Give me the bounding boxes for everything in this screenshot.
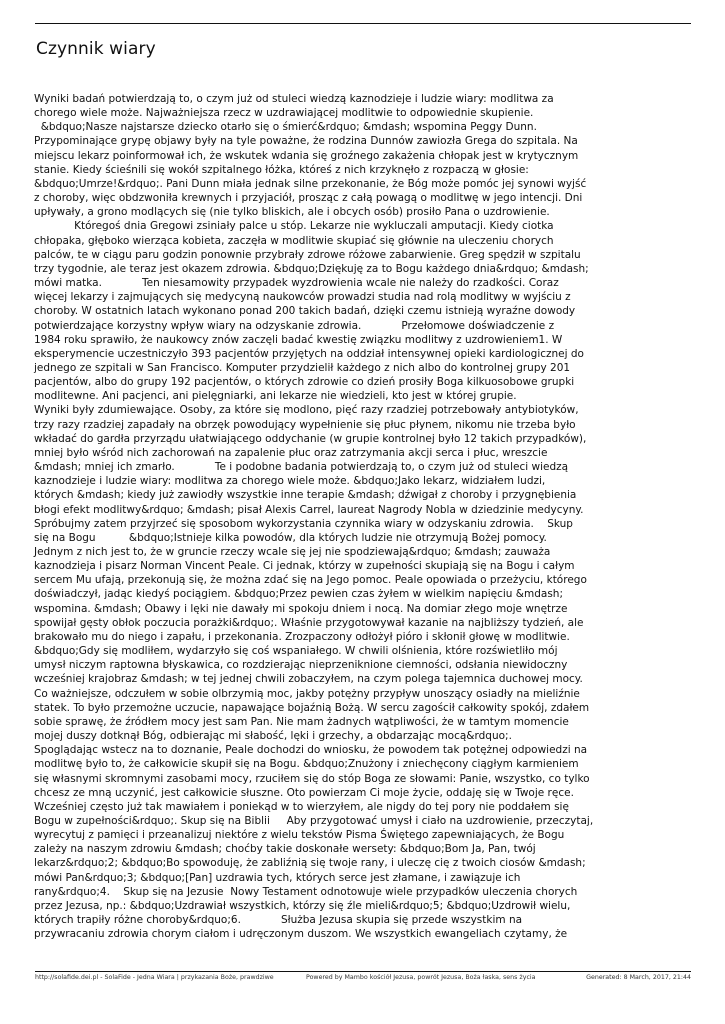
footer-powered-label: Powered by Mambo — [306, 974, 368, 981]
page-footer — [35, 974, 691, 986]
body-line: Spoglądając wstecz na to doznanie, Peale dochodzi do wniosku, że powodem tak potężnej odpowiedzi na — [34, 744, 588, 757]
body-line: mojej duszy dotknął Bóg, odbierając mi słabość, lęki i grzechy, a obdarzając mocą&rdquo;. — [34, 730, 512, 743]
body-line: Co ważniejsze, odczułem w sobie olbrzymią moc, jakby potężny przypływ unoszący osiadły na mieliźnie — [34, 687, 580, 700]
body-line: spowijał gęsty obłok poczucia porażki&rdquo;. Właśnie przygotowywał kazanie na najbliższy tydzień, ale — [34, 616, 584, 629]
body-line: modlitwę było to, że całkowicie skupił się na Bogu. &bdquo;Znużony i zniechęcony ciągłym karmieniem — [34, 758, 579, 771]
body-line: doświadczył, jadąc kiedyś pociągiem. &bdquo;Przez pewien czas żyłem w wielkim napięciu &mdash; — [34, 588, 563, 601]
body-line: mówi matka. Ten niesamowity przypadek wyzdrowienia wcale nie należy do rzadkości. Coraz — [34, 277, 559, 290]
body-line: błogi efekt modlitwy&rdquo; &mdash; pisał Alexis Carrel, laureat Nagrody Nobla w dziedzinie medycyny. — [34, 503, 584, 516]
footer-tail-text: kościół Jezusa, powrót Jezusa, Boża łaska, sens życia — [369, 974, 536, 981]
body-line: się na Bogu &bdquo;Istnieje kilka powodów, dla których ludzie nie otrzymują Bożej pomocy. — [34, 531, 547, 544]
body-line: rany&rdquo;4. Skup się na Jezusie Nowy Testament odnotowuje wiele przypadków uleczenia chorych — [34, 885, 578, 898]
body-line: umysł niczym raptowna błyskawica, co rozdzierając nieprzeniknione ciemności, odsłania niewidoczny — [34, 659, 568, 672]
body-line: trzy tygodnie, ale teraz jest okazem zdrowia. &bdquo;Dziękuję za to Bogu każdego dnia&rdquo; &mdash; — [34, 262, 589, 275]
body-line: stanie. Kiedy ścieśnili się wokół szpitalnego łóżka, któreś z nich krzyknęło z rozpaczą w głosie: — [34, 163, 529, 176]
body-line: przez Jezusa, np.: &bdquo;Uzdrawiał wszystkich, którzy się źle mieli&rdquo;5; &bdquo;Uzdrowił wielu, — [34, 899, 571, 912]
body-line: z choroby, więc obdzwoniła krewnych i przyjaciół, prosząc z całą powagą o modlitwę w jego intencji. Dni — [34, 192, 583, 205]
body-line: potwierdzające korzystny wpływ wiary na odzyskanie zdrowia. Przełomowe doświadczenie z — [34, 319, 555, 332]
body-line: Wyniki były zdumiewające. Osoby, za które się modlono, pięć razy rzadziej potrzebowały antybiotyków, — [34, 404, 579, 417]
body-line: eksperymencie uczestniczyło 393 pacjentów przyjętych na oddział intensywnej opieki kardiologicznej do — [34, 347, 584, 360]
body-line: &bdquo;Umrze!&rdquo;. Pani Dunn miała jednak silne przekonanie, że Bóg może pomóc jej synowi wyjść — [34, 177, 587, 190]
body-line: Jednym z nich jest to, że w gruncie rzeczy wcale się jej nie spodziewają&rdquo; &mdash; zauważa — [34, 546, 551, 558]
body-line: których trapiły różne choroby&rdquo;6. Służba Jezusa skupia się przede wszystkim na — [34, 914, 523, 927]
body-line: przywracaniu zdrowia chorym ciałom i udręczonym duszom. We wszystkich ewangeliach czytamy, że — [34, 928, 568, 941]
body-line: 1984 roku sprawiło, że naukowcy znów zaczęli badać kwestię związku modlitwy z uzdrowieniem1. W — [34, 333, 563, 346]
footer-generated: Generated: 8 March, 2017, 21:44 — [586, 974, 691, 981]
body-line: kaznodzieje i ludzie wiary: modlitwa za chorego wiele może. &bdquo;Jako lekarz, widziałem ludzi, — [34, 475, 546, 488]
body-line: brakowało mu do niego i zapału, i przekonania. Zrozpaczony odłożył pióro i skłonił głowę w modlitwie. — [34, 630, 570, 643]
body-line: wspomina. &mdash; Obawy i lęki nie dawały mi spokoju dniem i nocą. Na domiar złego moje wnętrze — [34, 602, 568, 615]
body-line: wyrecytuj z pamięci i przeanalizuj niektóre z wielu tekstów Pisma Świętego zapewniających, że Bogu — [34, 829, 565, 842]
body-line: upływały, a grono modlących się (nie tylko bliskich, ale i obcych osób) prosiło Pana o uzdrowienie. — [34, 206, 550, 219]
body-line: statek. To było przemożne uczucie, napawające bojaźnią Bożą. W sercu zagościł całkowity spokój, zdałem — [34, 701, 590, 714]
body-line: więcej lekarzy i zajmujących się medycyną naukowców prowadzi studia nad rolą modlitwy w wyjściu z — [34, 291, 571, 304]
body-line: mniej było wśród nich zachorowań na zapalenie płuc oraz zatrzymania akcji serca i płuc, wreszcie — [34, 446, 548, 459]
body-line: lekarz&rdquo;2; &bdquo;Bo spowoduję, że zabliźnią się twoje rany, i uleczę cię z twoich ciosów &mdash; — [34, 857, 586, 870]
body-line: wkładać do gardła przyrządu ułatwiającego oddychanie (w grupie kontrolnej było 12 takich przypadków), — [34, 432, 587, 445]
body-line: sercem Mu ufają, przekonują się, że można zdać się na Jego pomoc. Peale opowiada o przeżyciu, którego — [34, 574, 587, 587]
footer-source-url: http://solafide.dei.pl - SolaFide - Jedna Wiara | przykazania Boże, prawdziwe — [35, 974, 274, 981]
body-line: kaznodzieja i pisarz Norman Vincent Peale. Ci jednak, którzy w zupełności skupiają się na Bogu i całym — [34, 560, 575, 573]
body-line: jednego ze szpitali w San Francisco. Komputer przydzielił każdego z nich albo do kontrolnej grupy 201 — [34, 361, 571, 374]
body-line: zależy na naszym zdrowiu &mdash; choćby takie doskonałe wersety: &bdquo;Bom Ja, Pan, twój — [34, 843, 536, 856]
body-line: Wcześniej często już tak mawiałem i poniekąd w to wierzyłem, ale nigdy do tej pory nie poddałem się — [34, 800, 569, 813]
body-line: &mdash; mniej ich zmarło. Te i podobne badania potwierdzają to, o czym już od stuleci wiedzą — [34, 461, 569, 474]
body-line: Przypominające grypę objawy były na tyle poważne, że rodzina Dunnów zawiozła Grega do szpitala. Na — [34, 135, 578, 148]
body-line: palców, te w ciągu paru godzin ponownie przybrały zdrowe różowe zabarwienie. Greg spędził w szpitalu — [34, 248, 581, 261]
body-line: Bogu w zupełności&rdquo;. Skup się na Biblii Aby przygotować umysł i ciało na uzdrowienie, przeczytaj, — [34, 814, 594, 827]
body-line: miejscu lekarz poinformował ich, że wskutek wdania się groźnego zakażenia chłopak jest w krytycznym — [34, 149, 579, 162]
body-line: się własnymi skromnymi zasobami mocy, rzuciłem się do stóp Boga ze słowami: Panie, wszystko, co tylko — [34, 772, 590, 785]
footer-powered-by — [306, 974, 536, 981]
body-line: trzy razy rzadziej zapadały na obrzęk powodujący wypełnienie się płuc płynem, nikomu nie trzeba było — [34, 418, 576, 431]
body-line: chłopaka, głęboko wierząca kobieta, zaczęła w modlitwie skupiać się głównie na uleczeniu chorych — [34, 234, 554, 247]
body-line: Wyniki badań potwierdzają to, o czym już od stuleci wiedzą kaznodzieje i ludzie wiary: modlitwa za — [34, 93, 554, 105]
body-line: wcześniej krajobraz &mdash; w tej jednej chwili zobaczyłem, na czym polega tajemnica duchowej mocy. — [34, 673, 583, 686]
body-line: choroby. W ostatnich latach wykonano ponad 200 takich badań, dzięki czemu istnieją wyraźne dowody — [34, 305, 576, 318]
body-line: mówi Pan&rdquo;3; &bdquo;[Pan] uzdrawia tych, których serce jest złamane, i zawiązuje ich — [34, 871, 521, 884]
body-line: chorego wiele może. Najważniejsza rzecz w uzdrawiającej modlitwie to odpowiednie skupienie. — [34, 107, 534, 120]
body-line: pacjentów, albo do grupy 192 pacjentów, o których zdrowie co dzień prosiły Boga kilkuosobowe grupki — [34, 376, 575, 389]
body-line: chcesz ze mną uczynić, jest całkowicie słuszne. Oto powierzam Ci moje życie, oddaję się w Twoje ręce. — [34, 786, 574, 799]
body-line: modlitewne. Ani pacjenci, ani pielęgniarki, ani lekarze nie wiedzieli, kto jest w której grupie. — [34, 390, 517, 403]
body-line: &bdquo;Nasze najstarsze dziecko otarło się o śmierć&rdquo; &mdash; wspomina Peggy Dunn. — [34, 121, 537, 134]
top-rule — [35, 23, 691, 24]
page-title: Czynnik wiary — [36, 39, 156, 59]
body-line: &bdquo;Gdy się modliłem, wydarzyło się coś wspaniałego. W chwili olśnienia, które rozświetliło mój — [34, 645, 558, 658]
body-line: Spróbujmy zatem przyjrzeć się sposobom wykorzystania czynnika wiary w odzyskaniu zdrowia. Skup — [34, 517, 573, 530]
body-line: Któregoś dnia Gregowi zsiniały palce u stóp. Lekarze nie wykluczali amputacji. Kiedy ciotka — [34, 220, 554, 233]
body-line: których &mdash; kiedy już zawiodły wszystkie inne terapie &mdash; dźwigał z choroby i przygnębienia — [34, 489, 577, 502]
body-line: sobie sprawę, że źródłem mocy jest sam Pan. Nie mam żadnych wątpliwości, że w tamtym momencie — [34, 715, 569, 728]
footer-rule — [35, 971, 691, 972]
article-body — [34, 92, 666, 941]
